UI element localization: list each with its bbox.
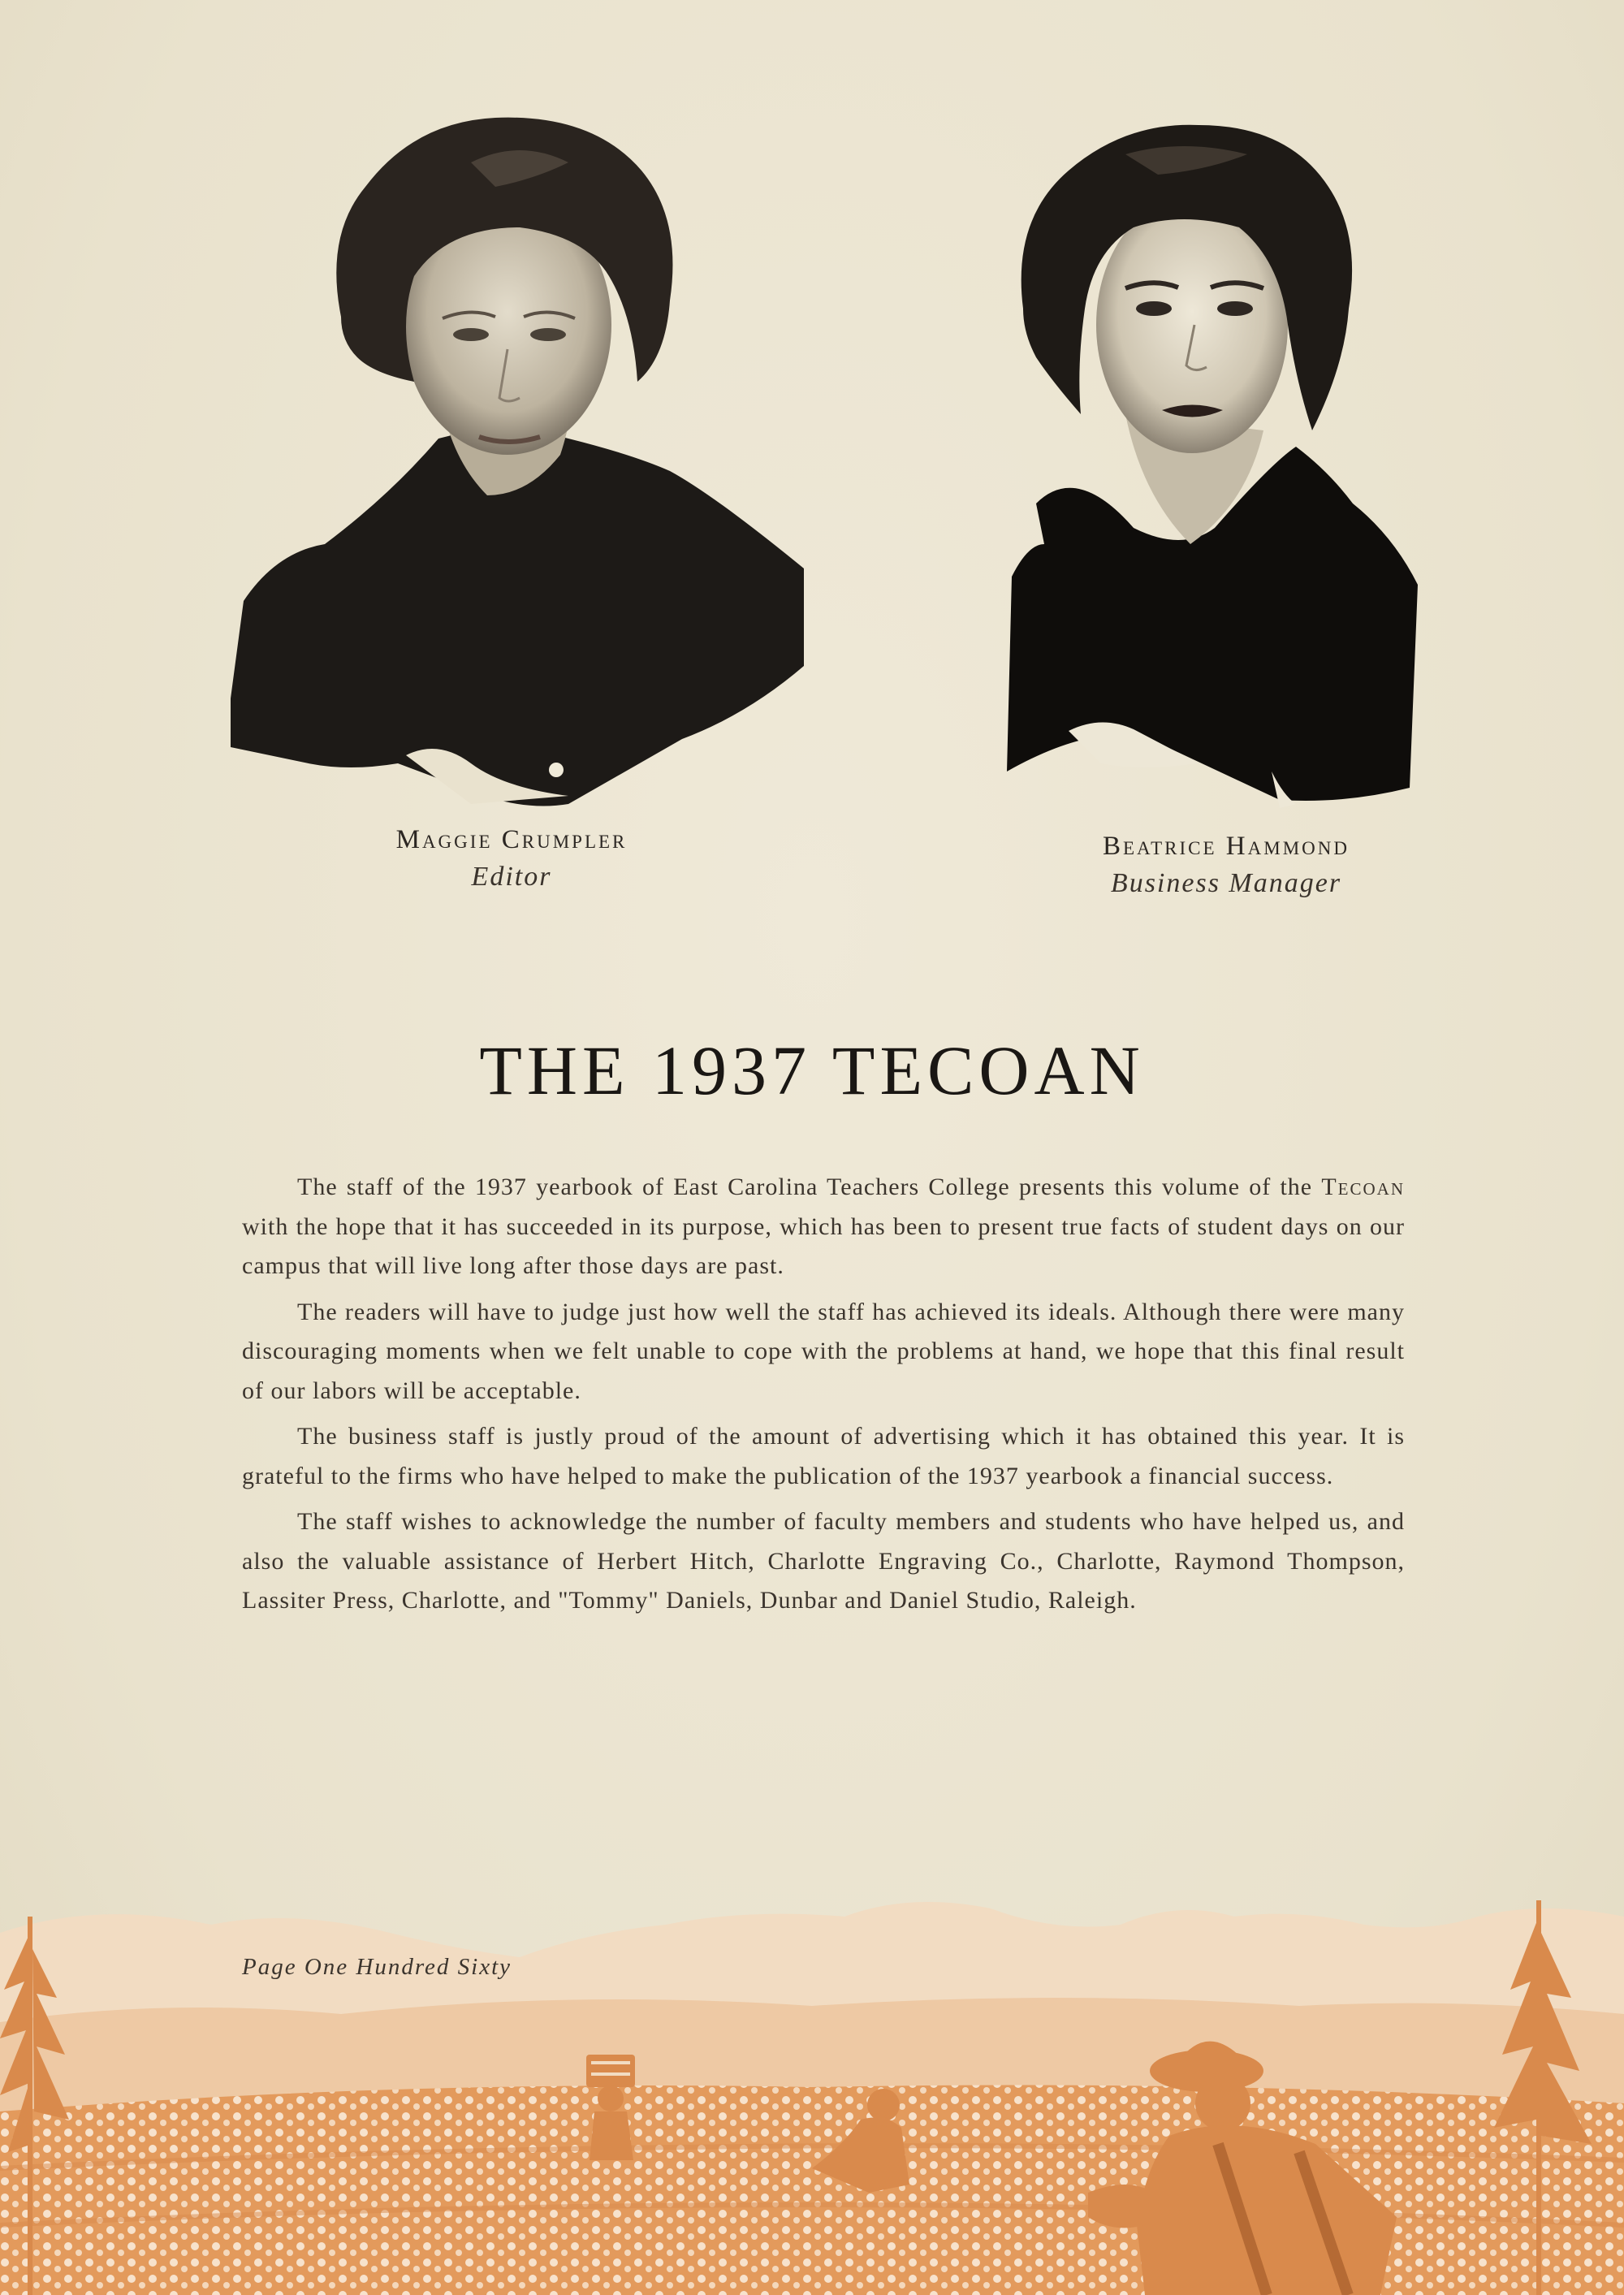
body-text — [242, 1168, 1405, 1627]
paragraph-text: with the hope that it has succeeded in its purpose, which has been to present true facts of student days on our campus that will live long after those days are past. — [242, 1212, 1405, 1279]
staff-name: Beatrice Hammond — [1103, 832, 1350, 861]
paragraph: The readers will have to judge just how well the staff has achieved its ideals. Although there were many discouraging moments when we felt unable to cope with the problems at hand, we hope that this final result of our labors will be acceptable. — [242, 1298, 1405, 1404]
paragraph — [242, 1168, 1405, 1286]
staff-role: Editor — [471, 862, 552, 892]
yearbook-name: Tecoan — [1321, 1173, 1405, 1200]
portrait-editor-photo — [227, 114, 812, 812]
staff-role: Business Manager — [1110, 868, 1342, 898]
page-title: THE 1937 TECOAN — [479, 1031, 1145, 1109]
caption-business-manager — [1039, 832, 1413, 899]
caption-editor — [341, 825, 682, 892]
portrait-business-manager-photo — [1004, 122, 1426, 812]
page-number: Page One Hundred Sixty — [242, 1954, 512, 1980]
paragraph: The staff wishes to acknowledge the number of faculty members and students who have helped us, and also the valuable assistance of Herbert Hitch, Charlotte Engraving Co., Charlotte, Raymond Thompson, Lassiter Press, Charlotte, and "Tommy" Daniels, Dunbar and Daniel Studio, Raleigh. — [242, 1508, 1405, 1614]
paragraph-text: The staff of the 1937 yearbook of East Carolina Teachers College presents this volume of the — [297, 1173, 1322, 1200]
paragraph: The business staff is justly proud of the amount of advertising which it has obtained this year. It is grateful to the firms who have helped to make the publication of the 1937 yearbook a financial success. — [242, 1423, 1405, 1489]
staff-name: Maggie Crumpler — [395, 825, 628, 854]
